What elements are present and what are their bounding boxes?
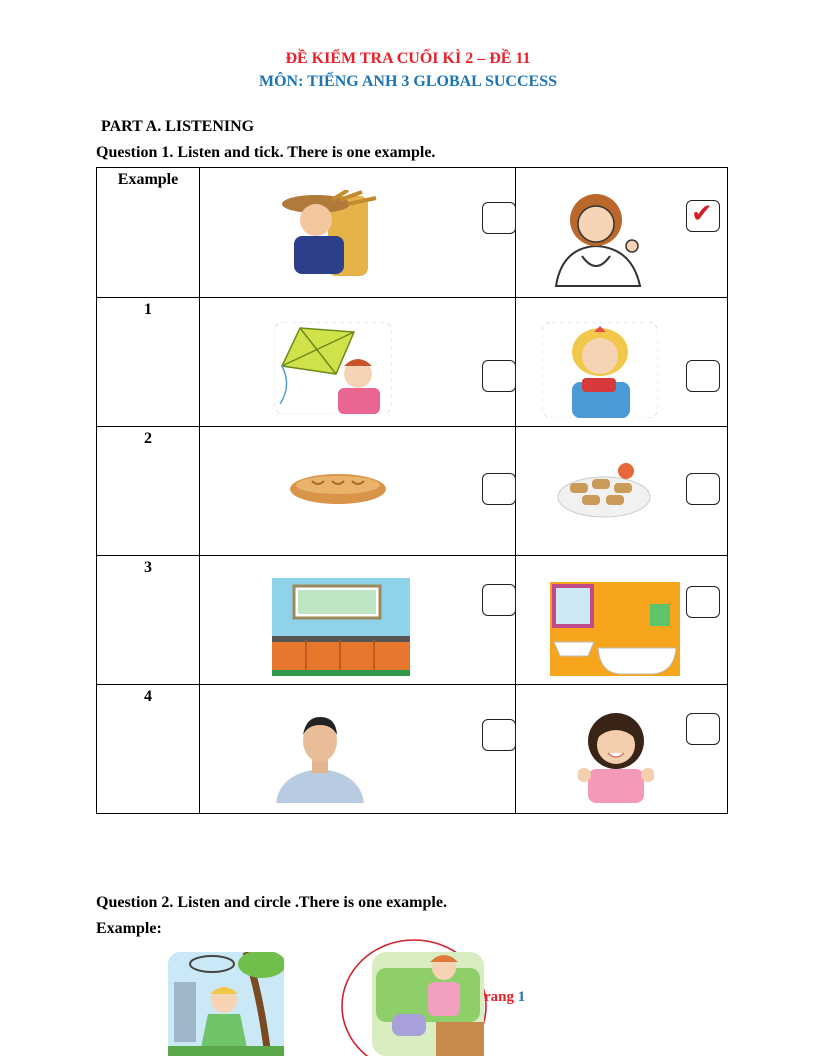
row-label: 4: [97, 685, 200, 814]
row-label: Example: [97, 168, 200, 298]
answer-cell: [200, 556, 516, 685]
tick-box[interactable]: [482, 360, 516, 392]
tick-box[interactable]: [482, 719, 516, 751]
answer-cell: [200, 427, 516, 556]
answer-cell: [200, 685, 516, 814]
girl-with-net-picture: [168, 952, 284, 1056]
table-row: [97, 427, 728, 556]
answer-cell: [200, 168, 516, 298]
example-answer-circle: [340, 938, 488, 1056]
bathroom-picture: [550, 582, 680, 676]
kitchen-picture: [272, 578, 410, 676]
question1-instruction: Question 1. Listen and tick. There is one example.: [96, 144, 436, 161]
tick-box[interactable]: [482, 473, 516, 505]
girl-toy-car-picture: [542, 322, 658, 418]
row-label: 1: [97, 298, 200, 427]
man-picture: [276, 713, 364, 803]
answer-cell: [516, 556, 728, 685]
test-title: ĐỀ KIỂM TRA CUỐI KÌ 2 – ĐỀ 11: [285, 50, 531, 67]
tick-box[interactable]: [686, 713, 720, 745]
girl-kite-picture: [274, 322, 392, 414]
page-footer: rang 1: [484, 989, 526, 1005]
answer-cell: [516, 168, 728, 298]
tick-box[interactable]: [482, 584, 516, 616]
row-label: 3: [97, 556, 200, 685]
part-a-heading: PART A. LISTENING: [101, 118, 255, 135]
girl-picture: [578, 709, 654, 803]
tick-box[interactable]: [482, 202, 516, 234]
spring-rolls-picture: [556, 457, 652, 521]
example-label: Example:: [96, 920, 162, 937]
answer-cell: [200, 298, 516, 427]
row-label: 2: [97, 427, 200, 556]
answer-cell: [516, 427, 728, 556]
question2-instruction: Question 2. Listen and circle .There is one example.: [96, 894, 447, 911]
tick-box[interactable]: [686, 360, 720, 392]
table-row: [97, 168, 728, 298]
bread-picture: [288, 471, 388, 507]
doctor-picture: [546, 190, 650, 288]
table-row: [97, 685, 728, 814]
subject-title: MÔN: TIẾNG ANH 3 GLOBAL SUCCESS: [259, 73, 557, 90]
answer-cell: [516, 685, 728, 814]
tick-box[interactable]: [686, 200, 720, 232]
tick-box[interactable]: [686, 473, 720, 505]
tick-box[interactable]: [686, 586, 720, 618]
answer-cell: [516, 298, 728, 427]
table-row: [97, 298, 728, 427]
question1-table: [96, 167, 728, 814]
table-row: [97, 556, 728, 685]
farmer-picture: [278, 190, 384, 280]
checkmark-icon: ✔: [691, 199, 713, 229]
